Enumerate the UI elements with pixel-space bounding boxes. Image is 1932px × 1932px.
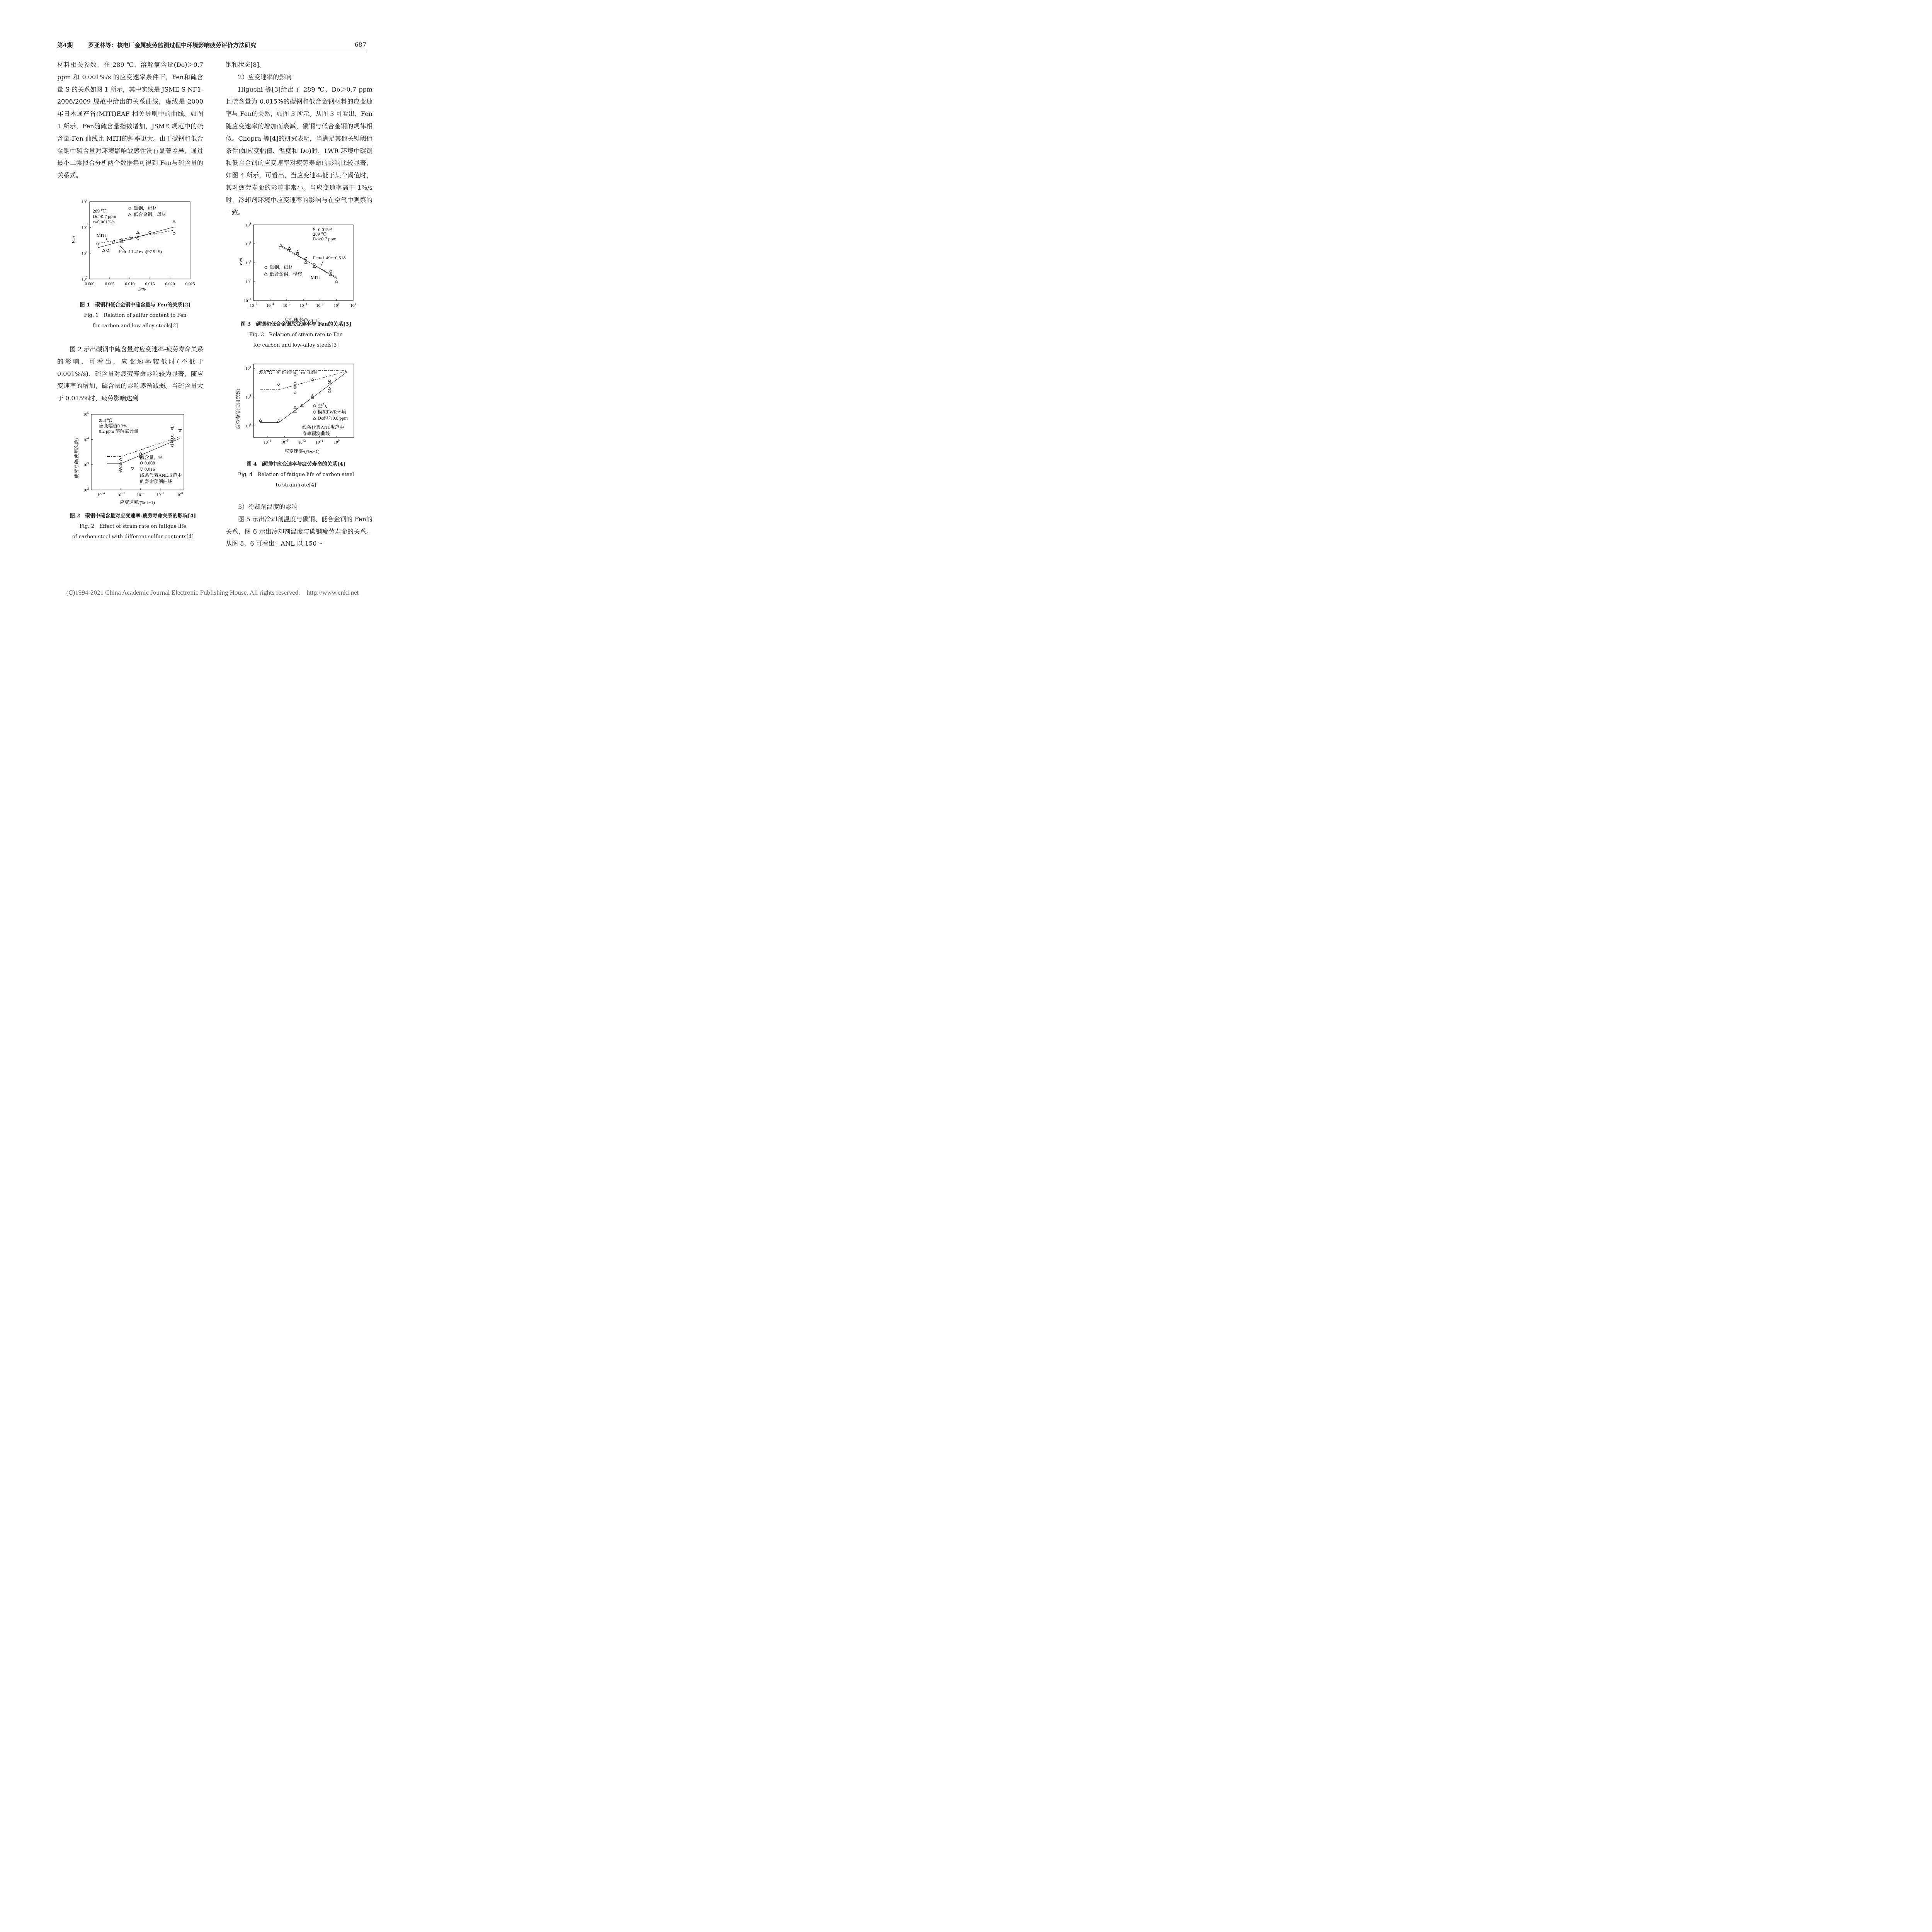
fig4-ytick-label: $10^3$ [245, 394, 251, 400]
fig2-ytick-exp: 3 [87, 461, 89, 465]
fig4-lines [260, 370, 347, 422]
fig4-legend-triangle-icon [313, 417, 316, 420]
fig2-legend-circle-icon [140, 462, 143, 464]
fig4-xtick-label: $10^{-1}$ [315, 439, 323, 445]
fig2-ytick-exp: 2 [87, 487, 89, 490]
right-heading-3: 3）冷却剂温度的影响 [238, 503, 298, 510]
fig2-caption-en-2: of carbon steel with different sulfur contents[4] [72, 534, 194, 540]
fig3-xtick-label: $10^{-5}$ [250, 302, 257, 308]
fig4-xtick-exp: −2 [302, 439, 306, 442]
fig2-legend-0008: 0.008 [145, 460, 155, 466]
fig4-data-point [294, 382, 296, 384]
fig3-annot-equation: Fen=1.49ε−0.518 [313, 255, 346, 260]
fig1-ytick-label: $10^1$ [82, 250, 87, 256]
fig1-ytick-label: $10^3$ [82, 199, 87, 204]
fig2-caption-cn: 图 2 碳钢中硫含量对应变速率-疲劳寿命关系的影响[4] [70, 513, 196, 519]
fig3-legend-carbon: 碳钢，母材 [270, 265, 293, 270]
fig4-ytick-label: $10^2$ [245, 423, 251, 429]
fig1-ytick-exp: 3 [86, 199, 87, 202]
fig1-points [97, 220, 175, 252]
fig3-data-point [296, 253, 299, 255]
fig3-ticks [243, 222, 356, 308]
fig2-ytick-label: $10^2$ [83, 487, 89, 493]
fig1-data-point [173, 232, 175, 235]
fig2-series-line [107, 437, 180, 457]
fig2-ytick-exp: 5 [87, 411, 89, 415]
fig3-legend-lowalloy: 低合金钢，母材 [270, 271, 303, 277]
fig3-eq-leader [321, 261, 323, 267]
fig2-annot-anl-2: 的寿命预测曲线 [140, 479, 173, 484]
fig1-ytick-exp: 2 [86, 224, 87, 228]
right-para-2: Higuchi 等[3]给出了 289 ℃、Do＞0.7 ppm 且硫含量为 0.015%的碳钢和低合金钢材料的应变速率与 Fen的关系，如图 3 所示。从图 3 可看出，Fen随应变速率的增加而衰减，碳钢与低合金钢的规律相似。Chopra 等[4]的研究表明，当满足其他关键阈值条件(如应变幅值、温度和 Do)时，LWR 环境中碳钢和低合金钢的应变速率对疲劳寿命的影响比较显著，如图 4 所示，可看出，当应变速率低于某个阈值时，其对疲劳寿命的影响非常小。当应变速率高于 1%/s 时，冷却剂环境中应变速率的影响与在空气中观察的一致。 [226, 85, 372, 216]
fig3-annot-temp: 289 ℃ [313, 231, 327, 237]
fig1-legend-circle-icon [129, 207, 131, 209]
fig3-axes [253, 225, 353, 301]
fig1-data-point [137, 237, 139, 240]
fig2-ytick-label: $10^5$ [83, 411, 89, 417]
fig2-xtick-label: $10^{-3}$ [117, 492, 125, 497]
fig3-ytick-label: $10^2$ [245, 241, 251, 247]
fig4-xtick-label: $10^{-2}$ [298, 439, 306, 445]
fig3-caption-cn: 图 3 碳钢和低合金钢应变速率与 Fen的关系[3] [240, 321, 352, 327]
fig2-xtick-exp: −1 [160, 492, 164, 495]
left-para-2-text: 图 2 示出碳钢中硫含量对应变速率-疲劳寿命关系的影响，可看出，应变速率较低时(不低于 0.001%/s)，硫含量对疲劳寿命影响较为显著，随应变速率的增加，硫含量的影响逐渐减弱。当硫含量大于 0.015%时，疲劳影响达到 [57, 345, 203, 402]
copyright-footer: (C)1994-2021 China Academic Journal Electronic Publishing House. All rights reserved. http://www.cnki.net [66, 589, 359, 596]
fig2-annot-do: 0.2 ppm 溶解氧含量 [99, 429, 139, 434]
fig4-annot-conditions: 288 ℃，S=0.015%，εa=0.4% [259, 370, 317, 375]
right-body-text-2 [226, 501, 372, 550]
fig4-annot-anl-2: 寿命预测曲线 [302, 431, 330, 436]
left-para-1-text: 材料相关参数。在 289 ℃、溶解氧含量(Do)＞0.7 ppm 和 0.001%/s 的应变速率条件下，Fen和硫含量 S 的关系如图 1 所示，其中实线是 JSME S NF1-2006/2009 规范中给出的关系曲线，虚线是 2000 年日本通产省(MITI)EAF 相关导则中的曲线。如图 1 所示，Fen随硫含量指数增加，JSME 规范中的硫含量-Fen 曲线比 MITI的斜率更大。由于碳钢和低合金钢中硫含量对环境影响敏感性没有显著差异，通过最小二乘拟合分析两个数据集可得到 Fen与硫含量的关系式。 [57, 61, 203, 179]
fig1-ytick-label: $10^2$ [82, 224, 87, 230]
fig3-data-point [304, 257, 307, 260]
fig2-data-point [171, 445, 173, 447]
fig4-xtick-label: $10^0$ [333, 439, 340, 445]
fig1-xtick-label: 0.005 [105, 282, 115, 286]
fig2-annot-amp: 应变幅值0.3% [99, 423, 127, 429]
right-para-1: 饱和状态[8]。 [226, 61, 265, 68]
fig1-ylabel: Fen [71, 236, 76, 243]
fig3-annot-do: Do>0.7 ppm [313, 236, 337, 242]
fig4-xlabel: 应变速率/(%·s−1) [284, 449, 320, 454]
fig3-xtick-label: $10^0$ [333, 302, 340, 308]
fig3-ytick-exp: −1 [248, 298, 251, 301]
fig1-annot-do: Do>0.7 ppm [93, 214, 116, 219]
fig1-xlabel: S/% [138, 286, 146, 292]
fig2-ytick-label: $10^3$ [83, 461, 89, 468]
fig4-xtick-exp: −4 [268, 439, 271, 442]
running-title: 罗亚林等：核电厂金属疲劳监测过程中环境影响疲劳评价方法研究 [88, 42, 257, 49]
fig3-caption-en-1: Fig. 3 Relation of strain rate to Fen [249, 332, 343, 338]
fig3-annot-miti: MITI [311, 275, 321, 280]
fig2-xtick-exp: 0 [181, 492, 183, 495]
fig3-data-point [280, 247, 282, 249]
fig2-xtick-label: $10^{-2}$ [136, 492, 145, 497]
fig3-ytick-exp: 3 [250, 222, 251, 225]
fig4-ylabel: 疲劳寿命(使用次数) [235, 389, 241, 429]
fig3-data-point [335, 281, 338, 283]
fig4-xtick-exp: 0 [338, 439, 340, 442]
fig1-annot-equation: Fen=13.41exp(97.92S) [119, 249, 162, 254]
fig2-xtick-exp: −3 [121, 492, 125, 495]
fig2-xtick-label: $10^{-4}$ [97, 492, 105, 497]
fig1-legend-carbon: 碳钢，母材 [134, 206, 157, 211]
fig4-ytick-label: $10^4$ [245, 365, 251, 371]
fig2-data-point [171, 434, 173, 436]
right-heading-2: 2）应变速率的影响 [238, 73, 292, 81]
figure-4-caption [219, 459, 373, 490]
fig4-data-point [294, 386, 296, 389]
fig1-legend-triangle-icon [128, 213, 131, 216]
fig3-ytick-exp: 0 [250, 279, 251, 282]
fig4-legend-pwr: 模拟PWR环境 [318, 409, 347, 415]
fig1-caption-cn: 图 1 碳钢和低合金钢中硫含量与 Fen的关系[2] [80, 302, 191, 308]
fig2-ytick-label: $10^4$ [83, 436, 89, 442]
fig2-legend-0016: 0.016 [145, 466, 155, 472]
fig3-legend-triangle-icon [264, 272, 267, 275]
fig2-legend-title: 硫含量，% [140, 455, 162, 460]
fig3-ytick-label: $10^0$ [245, 279, 251, 284]
fig4-annot-anl-1: 线条代表ANL规范中 [302, 425, 344, 430]
fig4-data-point [259, 418, 262, 421]
fig1-xtick-label: 0.010 [125, 282, 135, 286]
fig2-xlabel: 应变速率/(%·s−1) [120, 500, 155, 505]
fig1-data-point [102, 249, 105, 252]
fig1-annot-rate: ε=0.001%/s [93, 219, 115, 224]
fig1-xtick-label: 0.025 [185, 282, 195, 286]
fig3-ytick-exp: 2 [250, 241, 251, 244]
fig1-caption-en-1: Fig. 1 Relation of sulfur content to Fen [84, 313, 187, 318]
fig2-xtick-exp: −2 [141, 492, 145, 495]
fig3-xtick-label: $10^{-2}$ [299, 302, 307, 308]
fig3-ylabel: Fen [238, 258, 243, 265]
fig2-ytick-exp: 4 [87, 436, 89, 440]
figure-3-caption [219, 319, 373, 350]
fig3-legend-circle-icon [265, 266, 267, 269]
figure-4-chart [233, 363, 357, 456]
fig3-xtick-label: $10^{-3}$ [283, 302, 291, 308]
fig2-caption-en-1: Fig. 2 Effect of strain rate on fatigue life [79, 524, 186, 529]
fig3-ytick-label: $10^3$ [245, 222, 251, 228]
fig1-lines [98, 227, 174, 248]
fig2-data-point [119, 470, 122, 473]
fig4-xtick-exp: −3 [285, 439, 289, 442]
fig3-xtick-exp: −5 [254, 302, 257, 306]
figure-2-chart [72, 409, 196, 509]
fig2-annot-temp: 288 ℃ [99, 418, 112, 423]
fig1-caption-en-2: for carbon and low-alloy steels[2] [92, 323, 178, 329]
fig4-data-point [277, 383, 280, 386]
fig3-xtick-exp: 0 [338, 302, 340, 306]
left-body-paragraph-1 [57, 59, 203, 182]
fig4-caption-cn: 图 4 碳钢中应变速率与疲劳寿命的关系[4] [247, 461, 345, 467]
fig3-xtick-exp: −1 [320, 302, 324, 306]
fig1-data-point [107, 249, 109, 252]
fig3-xtick-exp: −3 [287, 302, 291, 306]
fig4-data-point [277, 420, 280, 422]
fig1-data-point [112, 241, 115, 243]
fig4-ytick-exp: 4 [250, 365, 251, 369]
issue-number: 第4期 [57, 42, 73, 49]
fig1-legend-lowalloy: 低合金钢，母材 [134, 212, 167, 217]
fig4-data-point [294, 406, 296, 408]
fig4-caption-en-1: Fig. 4 Relation of fatigue life of carbon steel [238, 472, 354, 478]
fig1-ytick-exp: 0 [86, 276, 87, 279]
fig3-xlabel: 应变速率/(%·s−1) [284, 317, 320, 323]
fig3-data-point [330, 270, 332, 272]
fig3-ytick-label: $10^1$ [245, 260, 251, 265]
fig4-caption-en-2: to strain rate[4] [276, 482, 316, 488]
fig1-data-point [173, 220, 175, 223]
fig2-data-point [131, 467, 134, 470]
fig2-ylabel: 疲劳寿命(使用次数) [74, 438, 79, 478]
fig3-data-point [279, 244, 282, 247]
fig4-legend-diamond-icon [313, 410, 316, 413]
fig1-series-line [98, 227, 174, 248]
fig1-series-line [98, 230, 174, 243]
figure-3-chart [233, 220, 357, 325]
fig3-xtick-exp: −2 [304, 302, 307, 306]
fig4-ytick-exp: 2 [250, 423, 251, 427]
fig4-ytick-exp: 3 [250, 394, 251, 398]
fig2-xtick-label: $10^{-1}$ [156, 492, 164, 497]
fig4-xtick-label: $10^{-4}$ [264, 439, 271, 445]
fig3-annot-s: S=0.015% [313, 227, 333, 232]
figure-2-caption [56, 511, 210, 542]
fig3-xtick-label: $10^{-1}$ [316, 302, 324, 308]
figure-1-chart [70, 198, 197, 298]
fig1-ytick-exp: 1 [86, 250, 87, 254]
fig2-xtick-label: $10^0$ [177, 492, 183, 497]
right-para-3: 图 5 示出冷却剂温度与碳钢、低合金钢的 Fen的关系，图 6 示出冷却剂温度与碳钢疲劳寿命的关系。从图 5、6 可看出：ANL 以 150～ [226, 515, 372, 548]
fig1-xtick-label: 0.000 [85, 282, 95, 286]
fig3-xtick-label: $10^1$ [350, 302, 356, 308]
running-header [57, 41, 366, 50]
fig3-ytick-label: $10^{-1}$ [243, 298, 251, 303]
fig4-points [259, 374, 331, 422]
fig2-xtick-exp: −4 [101, 492, 105, 495]
fig1-annot-temp: 289 ℃ [93, 208, 106, 214]
fig1-ytick-label: $10^0$ [82, 276, 87, 282]
page-number: 687 [354, 41, 366, 48]
fig2-annot-anl-1: 线条代表ANL规范中 [140, 473, 182, 478]
fig1-miti-leader [106, 238, 107, 240]
left-body-paragraph-2 [57, 343, 203, 405]
fig4-legend-do: Do约为0.8 ppm [318, 415, 348, 421]
fig4-legend-circle-icon [313, 405, 316, 407]
fig4-xtick-label: $10^{-3}$ [281, 439, 289, 445]
fig1-xtick-label: 0.015 [145, 282, 155, 286]
fig1-data-point [136, 231, 139, 234]
fig2-legend-triangle-down-icon [140, 468, 143, 471]
figure-1-caption [58, 300, 213, 331]
fig3-caption-en-2: for carbon and low-alloy steels[3] [253, 342, 339, 348]
fig3-xtick-exp: 1 [354, 302, 356, 306]
fig4-data-point [294, 391, 296, 394]
fig3-xtick-exp: −4 [270, 302, 274, 306]
fig1-annot-miti: MITI [97, 233, 107, 238]
fig4-legend-air: 空气 [318, 403, 327, 408]
fig3-ytick-exp: 1 [250, 260, 251, 263]
fig1-xtick-label: 0.020 [165, 282, 175, 286]
fig4-xtick-exp: −1 [320, 439, 323, 442]
fig2-data-point [179, 429, 181, 432]
fig2-data-point [120, 458, 122, 461]
fig1-data-point [97, 243, 99, 245]
fig3-points [279, 244, 338, 283]
fig2-ticks [83, 411, 183, 497]
fig3-xtick-label: $10^{-4}$ [266, 302, 274, 308]
right-body-text [226, 59, 372, 218]
